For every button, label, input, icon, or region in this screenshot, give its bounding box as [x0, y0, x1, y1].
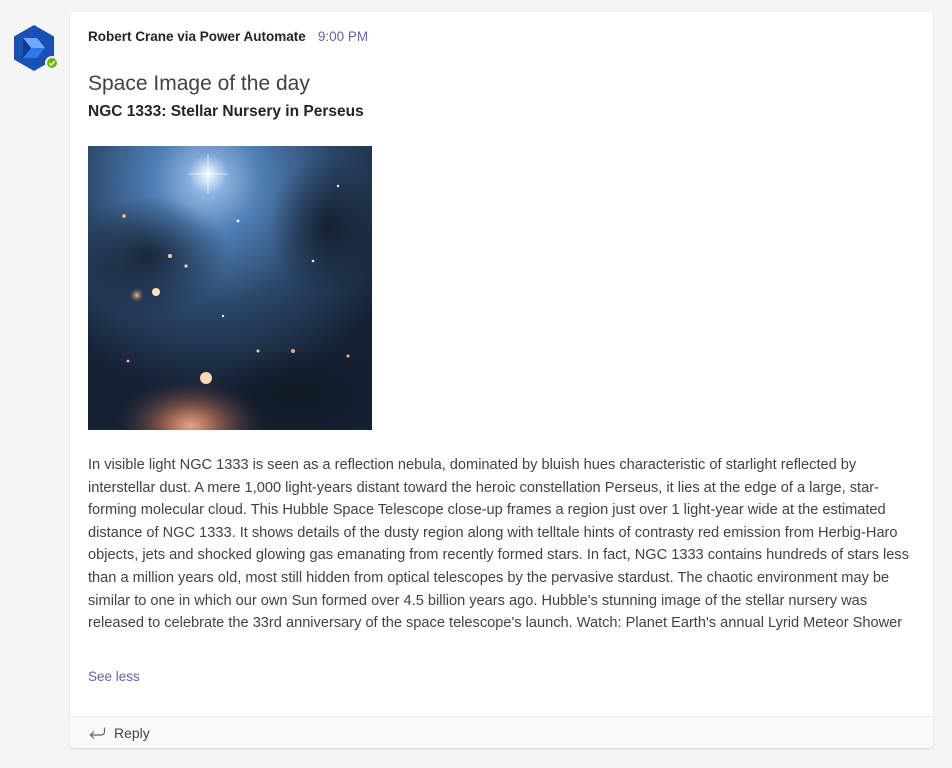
presence-available-icon: [45, 56, 59, 70]
reply-bar: [70, 716, 933, 748]
card-subtitle: NGC 1333: Stellar Nursery in Perseus: [88, 103, 364, 120]
nebula-image[interactable]: [88, 146, 372, 430]
sender-name[interactable]: Robert Crane via Power Automate: [88, 28, 306, 44]
see-less-link[interactable]: See less: [88, 669, 140, 684]
reply-label: Reply: [114, 725, 150, 741]
message-card: [70, 12, 933, 748]
message-header: [88, 26, 368, 46]
message-timestamp: 9:00 PM: [317, 28, 369, 44]
card-description: In visible light NGC 1333 is seen as a reflection nebula, dominated by bluish hues characteristic of starlight reflected by interstellar dust. A mere 1,000 light-years distant toward the heroic constellation Perseus, it lies at the edge of a large, star-forming molecular cloud. This Hubble Space Telescope close-up frames a region just over 1 light-year wide at the estimated distance of NGC 1333. It shows details of the dusty region along with telltale hints of contrasty red emission from Herbig-Haro objects, jets and shocked glowing gas emanating from recently formed stars. In fact, NGC 1333 contains hundreds of stars less than a million years old, most still hidden from optical telescopes by the pervasive stardust. The chaotic environment may be similar to one in which our own Sun formed over 4.5 billion years ago. Hubble's stunning image of the stellar nursery was released to celebrate the 33rd anniversary of the space telescope's launch. Watch: Planet Earth's annual Lyrid Meteor Shower: [88, 457, 909, 632]
card-title: Space Image of the day: [88, 72, 310, 95]
reply-arrow-icon: [88, 726, 106, 740]
reply-button[interactable]: [88, 725, 150, 741]
